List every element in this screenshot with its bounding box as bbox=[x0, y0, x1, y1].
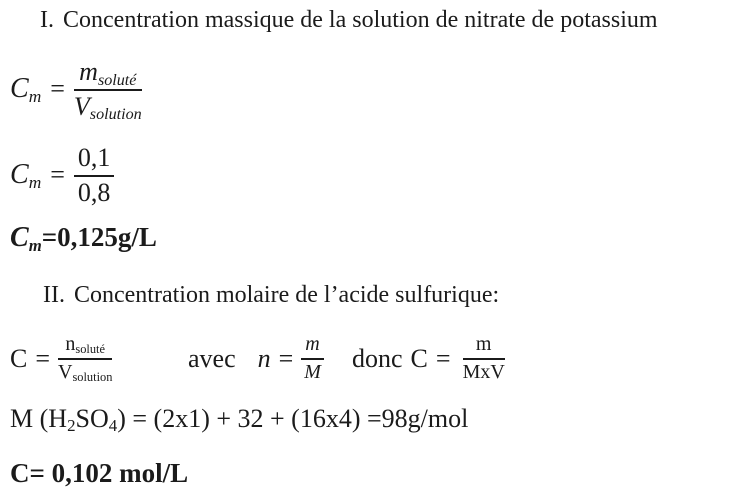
fraction-numerator: m bbox=[463, 333, 505, 360]
fraction-nsolute-vsolution bbox=[58, 333, 112, 384]
section2-title: Concentration molaire de l’acide sulfurique: bbox=[73, 282, 500, 308]
section1-number: I. bbox=[40, 7, 54, 33]
result-lhs-base: C bbox=[10, 222, 29, 253]
fraction-denominator: M bbox=[304, 361, 321, 383]
fraction-numerator: nsoluté bbox=[58, 333, 112, 360]
section2-number: II. bbox=[43, 282, 65, 308]
connector-word: donc bbox=[352, 343, 403, 373]
fraction-numerator: 0,1 bbox=[74, 143, 115, 177]
molar-mass-mid: SO bbox=[75, 404, 109, 433]
result-value: =0,125g/L bbox=[41, 222, 157, 252]
formula-lhs: C bbox=[10, 343, 28, 373]
oxygen-subscript: 4 bbox=[108, 416, 118, 436]
hydrogen-subscript: 2 bbox=[67, 416, 76, 436]
fraction-numerator: msoluté bbox=[74, 57, 142, 91]
fraction-msolute-vsolution bbox=[74, 57, 142, 122]
fraction-numerator: m bbox=[301, 333, 323, 360]
equals-sign: = bbox=[278, 343, 294, 373]
equals-sign: = bbox=[435, 343, 451, 373]
fraction-denominator: Vsolution bbox=[73, 91, 142, 124]
fraction-denominator: 0,8 bbox=[77, 177, 111, 207]
molar-concentration-formula-row bbox=[0, 333, 738, 383]
result-lhs-sub: m bbox=[28, 235, 42, 255]
formula-lhs: C bbox=[410, 343, 428, 373]
molar-concentration-derived-formula bbox=[352, 333, 505, 384]
fraction-denominator: Vsolution bbox=[58, 361, 113, 385]
section1-title: Concentration massique de la solution de nitrate de potassium bbox=[63, 7, 658, 33]
formula-lhs: Cm bbox=[10, 159, 42, 193]
molar-mass-calculation bbox=[10, 403, 468, 434]
equals-sign: = bbox=[35, 343, 51, 373]
mass-concentration-general-formula bbox=[10, 57, 142, 122]
equals-sign: = bbox=[50, 74, 65, 104]
molar-concentration-result: C= 0,102 mol/L bbox=[10, 458, 189, 488]
equals-sign: = bbox=[50, 160, 65, 190]
fraction-m-M bbox=[301, 333, 323, 384]
mass-concentration-result bbox=[10, 222, 157, 254]
mass-concentration-numeric-formula bbox=[10, 143, 114, 208]
formula-lhs: Cm bbox=[10, 73, 42, 107]
section1-heading bbox=[40, 6, 658, 35]
fraction-values bbox=[74, 143, 115, 208]
formula-lhs: n bbox=[257, 343, 271, 373]
molar-concentration-definition bbox=[10, 333, 112, 384]
connector-word: avec bbox=[188, 343, 236, 373]
mole-number-formula bbox=[188, 333, 324, 384]
molar-mass-prefix: M (H bbox=[10, 404, 68, 433]
molar-mass-suffix: ) = (2x1) + 32 + (16x4) =98g/mol bbox=[117, 404, 469, 433]
section2-heading bbox=[43, 281, 499, 310]
fraction-denominator: MxV bbox=[462, 361, 505, 383]
fraction-m-MxV bbox=[463, 333, 505, 384]
